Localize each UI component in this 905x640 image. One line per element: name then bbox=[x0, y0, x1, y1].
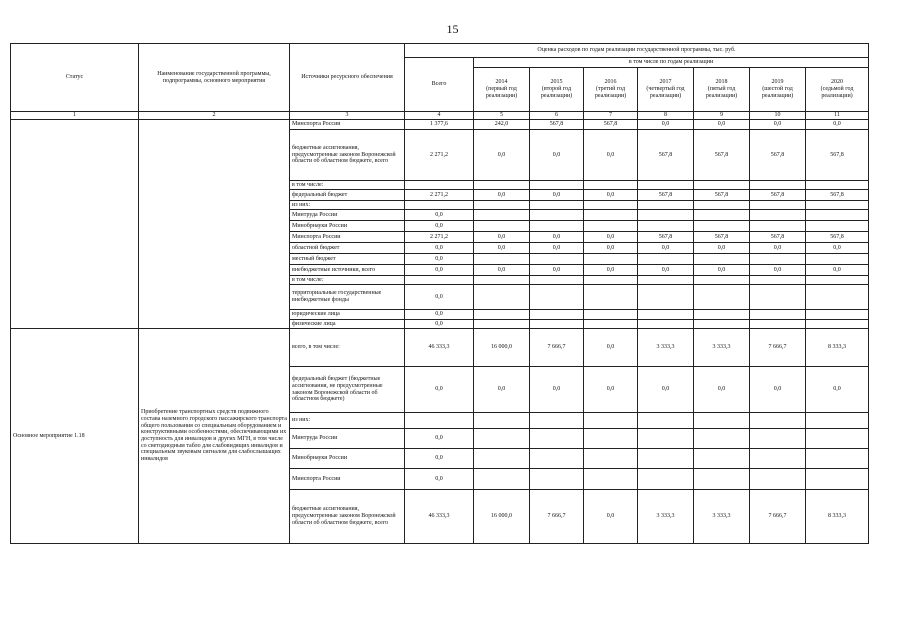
value-cell: 0,0 bbox=[530, 130, 584, 181]
source-label: в том числе: bbox=[290, 181, 405, 190]
value-cell bbox=[474, 201, 530, 210]
year-header bbox=[474, 68, 530, 112]
header-total: Всего bbox=[405, 58, 474, 112]
value-cell: 0,0 bbox=[638, 120, 694, 130]
value-cell: 0,0 bbox=[474, 190, 530, 201]
year-ordinal-label: (пятый год реализации) bbox=[705, 86, 738, 99]
value-cell bbox=[584, 181, 638, 190]
value-cell: 0,0 bbox=[750, 120, 806, 130]
year-value: 2020 bbox=[831, 79, 843, 86]
value-cell: 0,0 bbox=[405, 254, 474, 265]
value-cell bbox=[750, 210, 806, 221]
value-cell: 2 271,2 bbox=[405, 232, 474, 243]
value-cell: 567,8 bbox=[530, 120, 584, 130]
value-cell bbox=[638, 449, 694, 469]
value-cell bbox=[750, 413, 806, 429]
column-number: 11 bbox=[806, 112, 869, 120]
value-cell bbox=[694, 210, 750, 221]
value-cell bbox=[694, 469, 750, 490]
value-cell bbox=[638, 181, 694, 190]
value-cell: 0,0 bbox=[694, 120, 750, 130]
value-cell bbox=[530, 210, 584, 221]
year-ordinal-label: (первый год реализации) bbox=[485, 86, 518, 99]
year-ordinal-label: (седьмой год реализации) bbox=[820, 86, 854, 99]
budget-table bbox=[10, 43, 869, 544]
value-cell bbox=[806, 285, 869, 310]
value-cell bbox=[750, 310, 806, 320]
value-cell: 567,8 bbox=[806, 130, 869, 181]
value-cell bbox=[638, 201, 694, 210]
value-cell bbox=[405, 413, 474, 429]
value-cell: 0,0 bbox=[405, 310, 474, 320]
year-value: 2019 bbox=[771, 79, 784, 86]
source-label: Минтруда России bbox=[290, 210, 405, 221]
source-label: Минтруда России bbox=[290, 429, 405, 449]
value-cell: 567,8 bbox=[806, 190, 869, 201]
value-cell: 0,0 bbox=[474, 130, 530, 181]
value-cell bbox=[405, 201, 474, 210]
value-cell: 0,0 bbox=[638, 243, 694, 254]
year-value: 2017 bbox=[659, 79, 672, 86]
value-cell: 7 666,7 bbox=[530, 490, 584, 544]
source-label: бюджетные ассигнования, предусмотренные законом Воронежской области об областном бюджете, всего bbox=[290, 130, 405, 181]
year-value: 2018 bbox=[715, 79, 728, 86]
value-cell: 0,0 bbox=[806, 367, 869, 413]
value-cell bbox=[694, 221, 750, 232]
value-cell: 0,0 bbox=[584, 329, 638, 367]
value-cell: 567,8 bbox=[638, 130, 694, 181]
value-cell: 0,0 bbox=[474, 243, 530, 254]
value-cell bbox=[694, 310, 750, 320]
value-cell bbox=[806, 221, 869, 232]
measure-status: Основное мероприятие 1.18 bbox=[11, 329, 139, 544]
header-by-years: в том числе по годам реализации bbox=[474, 58, 869, 68]
value-cell bbox=[530, 254, 584, 265]
value-cell: 567,8 bbox=[584, 120, 638, 130]
value-cell bbox=[750, 276, 806, 285]
page-number: 15 bbox=[446, 22, 459, 36]
value-cell: 0,0 bbox=[474, 265, 530, 276]
year-header bbox=[530, 68, 584, 112]
value-cell: 567,8 bbox=[750, 190, 806, 201]
value-cell bbox=[584, 254, 638, 265]
value-cell bbox=[474, 181, 530, 190]
value-cell bbox=[694, 449, 750, 469]
value-cell bbox=[530, 469, 584, 490]
value-cell bbox=[584, 221, 638, 232]
value-cell bbox=[694, 429, 750, 449]
value-cell: 2 271,2 bbox=[405, 190, 474, 201]
value-cell bbox=[638, 285, 694, 310]
column-number: 6 bbox=[530, 112, 584, 120]
value-cell: 0,0 bbox=[694, 265, 750, 276]
value-cell: 567,8 bbox=[694, 190, 750, 201]
name-cell bbox=[139, 120, 290, 329]
value-cell bbox=[638, 276, 694, 285]
value-cell: 3 333,3 bbox=[694, 490, 750, 544]
value-cell bbox=[750, 320, 806, 329]
header-name: Наименование государственной программы, подпрограммы, основного мероприятия bbox=[139, 44, 290, 112]
source-label: бюджетные ассигнования, предусмотренные законом Воронежской области об областном бюджете, всего bbox=[290, 490, 405, 544]
column-number: 7 bbox=[584, 112, 638, 120]
value-cell bbox=[474, 320, 530, 329]
table-row bbox=[11, 329, 869, 367]
value-cell bbox=[638, 320, 694, 329]
source-label: всего, в том числе: bbox=[290, 329, 405, 367]
year-header bbox=[638, 68, 694, 112]
value-cell: 0,0 bbox=[584, 130, 638, 181]
value-cell bbox=[474, 254, 530, 265]
value-cell bbox=[474, 469, 530, 490]
value-cell bbox=[750, 469, 806, 490]
value-cell bbox=[530, 181, 584, 190]
value-cell bbox=[694, 320, 750, 329]
year-ordinal-label: (четвертый год реализации) bbox=[646, 86, 685, 99]
value-cell bbox=[806, 210, 869, 221]
column-number: 5 bbox=[474, 112, 530, 120]
value-cell bbox=[405, 181, 474, 190]
source-label: Минспорта России bbox=[290, 469, 405, 490]
value-cell bbox=[584, 449, 638, 469]
value-cell bbox=[584, 285, 638, 310]
value-cell: 567,8 bbox=[638, 190, 694, 201]
value-cell bbox=[806, 181, 869, 190]
value-cell bbox=[638, 469, 694, 490]
column-number: 2 bbox=[139, 112, 290, 120]
value-cell: 0,0 bbox=[584, 367, 638, 413]
value-cell: 16 000,0 bbox=[474, 329, 530, 367]
value-cell bbox=[530, 413, 584, 429]
source-label: федеральный бюджет bbox=[290, 190, 405, 201]
value-cell: 567,8 bbox=[638, 232, 694, 243]
source-label: физические лица bbox=[290, 320, 405, 329]
value-cell: 0,0 bbox=[405, 449, 474, 469]
value-cell bbox=[530, 429, 584, 449]
status-cell bbox=[11, 120, 139, 329]
value-cell: 3 333,3 bbox=[638, 490, 694, 544]
value-cell: 0,0 bbox=[584, 243, 638, 254]
value-cell: 567,8 bbox=[806, 232, 869, 243]
value-cell: 0,0 bbox=[638, 265, 694, 276]
value-cell bbox=[750, 285, 806, 310]
year-value: 2016 bbox=[604, 79, 617, 86]
value-cell: 0,0 bbox=[405, 265, 474, 276]
value-cell: 3 333,3 bbox=[694, 329, 750, 367]
value-cell: 0,0 bbox=[750, 243, 806, 254]
year-value: 2015 bbox=[550, 79, 563, 86]
value-cell: 7 666,7 bbox=[750, 490, 806, 544]
source-label: местный бюджет bbox=[290, 254, 405, 265]
year-ordinal-label: (шестой год реализации) bbox=[761, 86, 794, 99]
value-cell bbox=[638, 310, 694, 320]
value-cell: 0,0 bbox=[530, 232, 584, 243]
value-cell bbox=[638, 413, 694, 429]
value-cell bbox=[474, 221, 530, 232]
value-cell bbox=[530, 449, 584, 469]
value-cell bbox=[806, 201, 869, 210]
value-cell: 0,0 bbox=[530, 243, 584, 254]
value-cell: 16 000,0 bbox=[474, 490, 530, 544]
value-cell bbox=[638, 429, 694, 449]
value-cell bbox=[530, 285, 584, 310]
value-cell: 7 666,7 bbox=[530, 329, 584, 367]
value-cell: 8 333,3 bbox=[806, 329, 869, 367]
year-header bbox=[806, 68, 869, 112]
value-cell: 242,0 bbox=[474, 120, 530, 130]
value-cell bbox=[474, 210, 530, 221]
value-cell: 0,0 bbox=[405, 243, 474, 254]
value-cell bbox=[474, 285, 530, 310]
value-cell bbox=[474, 429, 530, 449]
value-cell bbox=[584, 320, 638, 329]
value-cell bbox=[584, 276, 638, 285]
value-cell bbox=[530, 201, 584, 210]
value-cell: 46 333,3 bbox=[405, 490, 474, 544]
value-cell: 46 333,3 bbox=[405, 329, 474, 367]
value-cell: 0,0 bbox=[530, 190, 584, 201]
source-label: в том числе: bbox=[290, 276, 405, 285]
source-label: из них: bbox=[290, 413, 405, 429]
source-label: областной бюджет bbox=[290, 243, 405, 254]
value-cell: 0,0 bbox=[405, 429, 474, 449]
value-cell bbox=[750, 254, 806, 265]
value-cell bbox=[638, 254, 694, 265]
value-cell bbox=[806, 449, 869, 469]
year-value: 2014 bbox=[495, 79, 508, 86]
value-cell: 0,0 bbox=[405, 221, 474, 232]
year-header bbox=[584, 68, 638, 112]
value-cell bbox=[750, 181, 806, 190]
value-cell bbox=[474, 449, 530, 469]
column-number: 3 bbox=[290, 112, 405, 120]
value-cell bbox=[638, 210, 694, 221]
value-cell bbox=[584, 413, 638, 429]
value-cell bbox=[530, 310, 584, 320]
value-cell bbox=[530, 320, 584, 329]
value-cell bbox=[694, 413, 750, 429]
source-label: юридические лица bbox=[290, 310, 405, 320]
source-label: федеральный бюджет (бюджетные ассигнования, не предусмотренные законом Воронежской области об областном бюджете) bbox=[290, 367, 405, 413]
table-row bbox=[11, 120, 869, 130]
value-cell bbox=[806, 320, 869, 329]
value-cell bbox=[584, 469, 638, 490]
value-cell: 0,0 bbox=[584, 265, 638, 276]
year-ordinal-label: (третий год реализации) bbox=[594, 86, 627, 99]
source-label: Минспорта России bbox=[290, 120, 405, 130]
value-cell bbox=[750, 201, 806, 210]
source-label: Минобрнауки России bbox=[290, 449, 405, 469]
value-cell bbox=[806, 254, 869, 265]
value-cell: 0,0 bbox=[405, 320, 474, 329]
column-number: 9 bbox=[694, 112, 750, 120]
value-cell: 8 333,3 bbox=[806, 490, 869, 544]
value-cell: 0,0 bbox=[584, 490, 638, 544]
source-label: территориальные государственные внебюджетные фонды bbox=[290, 285, 405, 310]
value-cell bbox=[750, 221, 806, 232]
value-cell: 0,0 bbox=[806, 243, 869, 254]
value-cell: 0,0 bbox=[584, 190, 638, 201]
value-cell bbox=[806, 310, 869, 320]
value-cell: 2 271,2 bbox=[405, 130, 474, 181]
value-cell bbox=[694, 201, 750, 210]
value-cell: 0,0 bbox=[694, 243, 750, 254]
value-cell: 7 666,7 bbox=[750, 329, 806, 367]
value-cell bbox=[405, 276, 474, 285]
value-cell: 0,0 bbox=[405, 210, 474, 221]
value-cell bbox=[474, 310, 530, 320]
value-cell: 0,0 bbox=[405, 367, 474, 413]
value-cell bbox=[694, 285, 750, 310]
value-cell bbox=[474, 413, 530, 429]
source-label: внебюджетные источники, всего bbox=[290, 265, 405, 276]
value-cell bbox=[750, 449, 806, 469]
value-cell bbox=[806, 413, 869, 429]
source-label: Минспорта России bbox=[290, 232, 405, 243]
value-cell bbox=[694, 254, 750, 265]
value-cell bbox=[638, 221, 694, 232]
value-cell: 0,0 bbox=[474, 367, 530, 413]
value-cell: 0,0 bbox=[530, 367, 584, 413]
source-label: из них: bbox=[290, 201, 405, 210]
value-cell: 0,0 bbox=[806, 265, 869, 276]
header-estimate: Оценка расходов по годам реализации государственной программы, тыс. руб. bbox=[405, 44, 869, 58]
value-cell bbox=[584, 429, 638, 449]
value-cell bbox=[584, 210, 638, 221]
value-cell: 0,0 bbox=[806, 120, 869, 130]
value-cell: 0,0 bbox=[584, 232, 638, 243]
value-cell: 0,0 bbox=[405, 469, 474, 490]
year-header bbox=[750, 68, 806, 112]
value-cell: 0,0 bbox=[694, 367, 750, 413]
value-cell bbox=[750, 429, 806, 449]
value-cell: 567,8 bbox=[750, 232, 806, 243]
value-cell: 0,0 bbox=[750, 265, 806, 276]
column-number: 4 bbox=[405, 112, 474, 120]
value-cell bbox=[806, 429, 869, 449]
value-cell: 1 377,6 bbox=[405, 120, 474, 130]
value-cell bbox=[806, 469, 869, 490]
year-header bbox=[694, 68, 750, 112]
value-cell bbox=[694, 181, 750, 190]
value-cell: 0,0 bbox=[530, 265, 584, 276]
header-status: Статус bbox=[11, 44, 139, 112]
value-cell: 3 333,3 bbox=[638, 329, 694, 367]
value-cell bbox=[530, 276, 584, 285]
year-ordinal-label: (второй год реализации) bbox=[540, 86, 573, 99]
value-cell bbox=[584, 310, 638, 320]
value-cell bbox=[806, 276, 869, 285]
measure-name: Приобретение транспортных средств подвижного состава наземного городского пассажирского транспорта общего пользования со специальным оборудованием и конструктивными особенностями, обеспечивающими их доступность для инвалидов и других МГН, в том числе со светодиодным табло для слабовидящих инвалидов и специальным звуковым сигналом для слабослышащих инвалидов bbox=[139, 329, 290, 544]
column-number: 1 bbox=[11, 112, 139, 120]
value-cell: 0,0 bbox=[750, 367, 806, 413]
value-cell: 0,0 bbox=[405, 285, 474, 310]
column-number: 8 bbox=[638, 112, 694, 120]
value-cell: 567,8 bbox=[750, 130, 806, 181]
value-cell: 0,0 bbox=[638, 367, 694, 413]
value-cell bbox=[474, 276, 530, 285]
source-label: Минобрнауки России bbox=[290, 221, 405, 232]
value-cell bbox=[694, 276, 750, 285]
value-cell: 567,8 bbox=[694, 130, 750, 181]
value-cell: 0,0 bbox=[474, 232, 530, 243]
header-sources: Источники ресурсного обеспечения bbox=[290, 44, 405, 112]
value-cell bbox=[530, 221, 584, 232]
value-cell bbox=[584, 201, 638, 210]
value-cell: 567,8 bbox=[694, 232, 750, 243]
column-number: 10 bbox=[750, 112, 806, 120]
